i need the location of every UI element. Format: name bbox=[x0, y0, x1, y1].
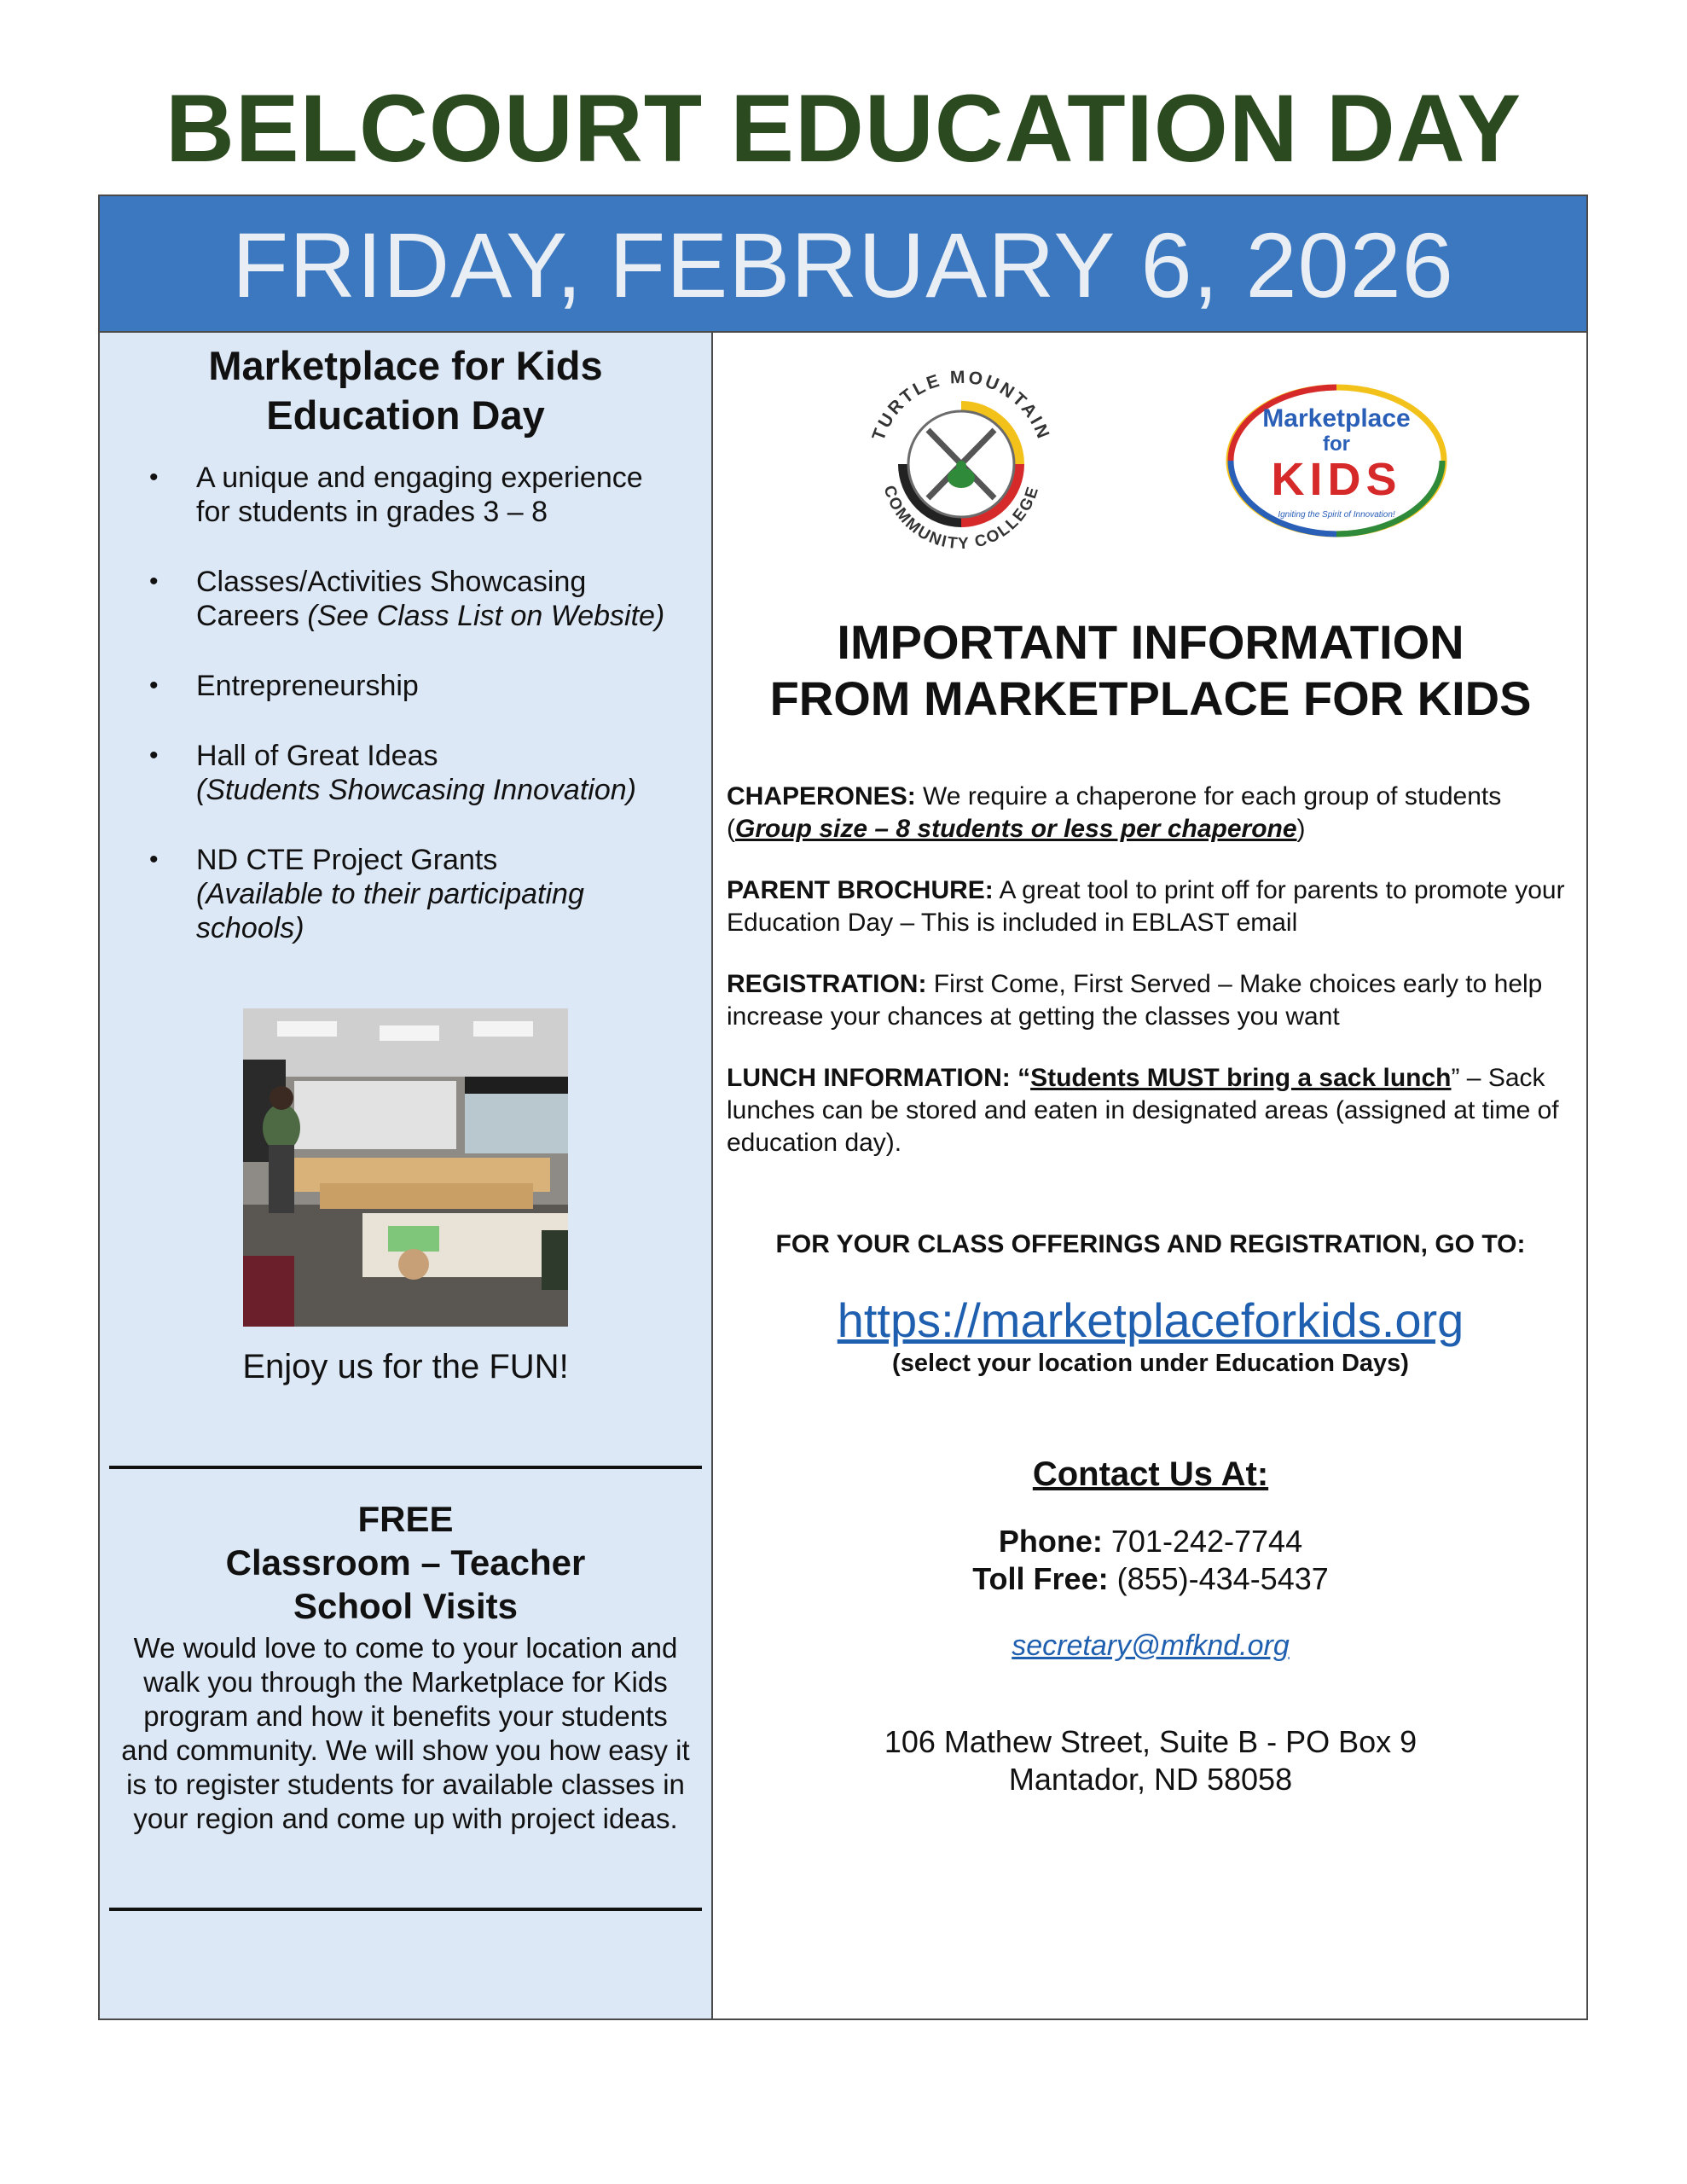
lunch-label: LUNCH INFORMATION: bbox=[727, 1064, 1011, 1092]
list-item-note: schools) bbox=[196, 912, 304, 944]
svg-text:TURTLE MOUNTAIN: TURTLE MOUNTAIN bbox=[868, 369, 1054, 444]
svg-text:for: for bbox=[1323, 433, 1350, 456]
lunch-requirement: Students MUST bring a sack lunch bbox=[1030, 1064, 1452, 1092]
phone-label: Phone: bbox=[998, 1524, 1103, 1559]
brochure-info bbox=[727, 874, 1571, 939]
chaperones-text: We require a chaperone for each group of students ( bbox=[727, 782, 1502, 843]
important-info-heading-line2: FROM MARKETPLACE FOR KIDS bbox=[769, 671, 1532, 725]
lunch-quote: “ bbox=[1010, 1064, 1031, 1092]
svg-text:Marketplace: Marketplace bbox=[1262, 404, 1411, 433]
brochure-label: PARENT BROCHURE: bbox=[727, 876, 994, 904]
page-title: BELCOURT EDUCATION DAY bbox=[165, 75, 1522, 182]
list-item-text: Careers bbox=[196, 600, 308, 632]
bullet-icon: • bbox=[149, 741, 159, 770]
phone-line bbox=[713, 1523, 1588, 1560]
tmcc-logo bbox=[860, 369, 1063, 556]
free-visits-body: We would love to come to your location and walk you through the Marketplace for Kids program and how it benefits your students and community. We will show you how easy it is to register students for available classes in your region and come up with project ideas. bbox=[121, 1632, 690, 1834]
feature-list bbox=[149, 461, 695, 981]
svg-text:Igniting the Spirit of Innovat: Igniting the Spirit of Innovation! bbox=[1278, 510, 1395, 520]
svg-text:KIDS: KIDS bbox=[1271, 454, 1402, 505]
divider-line bbox=[109, 1908, 702, 1911]
phone-number: 701-242-7744 bbox=[1102, 1524, 1303, 1559]
free-visits-section bbox=[100, 1497, 711, 1836]
free-subheading: School Visits bbox=[293, 1586, 518, 1626]
important-info-list bbox=[727, 781, 1571, 1188]
lunch-quote: ” – bbox=[1451, 1064, 1481, 1092]
chaperones-label: CHAPERONES: bbox=[727, 782, 916, 810]
list-item bbox=[149, 843, 695, 945]
list-item-note: (See Class List on Website) bbox=[307, 600, 665, 632]
date-banner: FRIDAY, FEBRUARY 6, 2026 bbox=[98, 195, 1588, 333]
divider-line bbox=[109, 1466, 702, 1469]
email-link[interactable]: secretary@mfknd.org bbox=[1012, 1629, 1290, 1662]
chaperones-group-size: Group size – 8 students or less per chaperone bbox=[735, 815, 1297, 843]
list-item-note: (Students Showcasing Innovation) bbox=[196, 774, 636, 806]
list-item bbox=[149, 669, 695, 703]
chaperones-close: ) bbox=[1296, 815, 1306, 843]
important-info-heading bbox=[713, 614, 1588, 727]
list-item-note: (Available to their participating bbox=[196, 878, 584, 910]
classroom-photo bbox=[243, 1008, 568, 1327]
registration-text: First Come, First Served – Make choices early to help increase your chances at getting the classes you want bbox=[727, 970, 1543, 1031]
registration-prompt: FOR YOUR CLASS OFFERINGS AND REGISTRATION, GO TO: bbox=[775, 1230, 1526, 1258]
bullet-icon: • bbox=[149, 463, 159, 491]
tollfree-line bbox=[713, 1560, 1588, 1598]
brochure-text: A great tool to print off for parents to promote your Education Day – This is included in EBLAST email bbox=[727, 876, 1565, 937]
contact-heading: Contact Us At: bbox=[1032, 1455, 1269, 1493]
address-line2: Mantador, ND 58058 bbox=[1008, 1762, 1293, 1797]
list-item-text: for students in grades 3 – 8 bbox=[196, 496, 548, 528]
left-heading-line2: Education Day bbox=[266, 392, 545, 438]
list-item bbox=[149, 739, 695, 807]
important-info-heading-line1: IMPORTANT INFORMATION bbox=[837, 615, 1464, 669]
list-item bbox=[149, 461, 695, 529]
bullet-icon: • bbox=[149, 671, 159, 700]
lunch-text: Sack lunches can be stored and eaten in designated areas (assigned at time of education day). bbox=[727, 1064, 1559, 1157]
list-item-text: ND CTE Project Grants bbox=[196, 844, 498, 876]
left-heading-line1: Marketplace for Kids bbox=[208, 343, 603, 388]
website-note: (select your location under Education Days) bbox=[892, 1350, 1409, 1377]
left-heading bbox=[100, 341, 711, 440]
tollfree-number: (855)-434-5437 bbox=[1108, 1561, 1329, 1596]
chaperones-info bbox=[727, 781, 1571, 845]
address-line1: 106 Mathew Street, Suite B - PO Box 9 bbox=[884, 1724, 1417, 1759]
lunch-info bbox=[727, 1062, 1571, 1159]
list-item bbox=[149, 565, 695, 633]
marketplace-for-kids-logo bbox=[1224, 382, 1450, 540]
contact-phones bbox=[713, 1523, 1588, 1598]
registration-info bbox=[727, 968, 1571, 1033]
tollfree-label: Toll Free: bbox=[972, 1561, 1109, 1596]
list-item-text: A unique and engaging experience bbox=[196, 462, 643, 494]
website-link[interactable]: https://marketplaceforkids.org bbox=[837, 1293, 1464, 1347]
bullet-icon: • bbox=[149, 567, 159, 595]
svg-text:COMMUNITY COLLEGE: COMMUNITY COLLEGE bbox=[879, 483, 1043, 554]
list-item-text: Hall of Great Ideas bbox=[196, 740, 438, 772]
bullet-icon: • bbox=[149, 845, 159, 874]
mailing-address bbox=[713, 1723, 1588, 1798]
free-subheading: Classroom – Teacher bbox=[225, 1542, 586, 1583]
list-item-text: Entrepreneurship bbox=[196, 670, 419, 702]
registration-label: REGISTRATION: bbox=[727, 970, 927, 998]
list-item-text: Classes/Activities Showcasing bbox=[196, 566, 587, 598]
free-heading: FREE bbox=[357, 1499, 454, 1539]
photo-caption: Enjoy us for the FUN! bbox=[242, 1348, 569, 1385]
